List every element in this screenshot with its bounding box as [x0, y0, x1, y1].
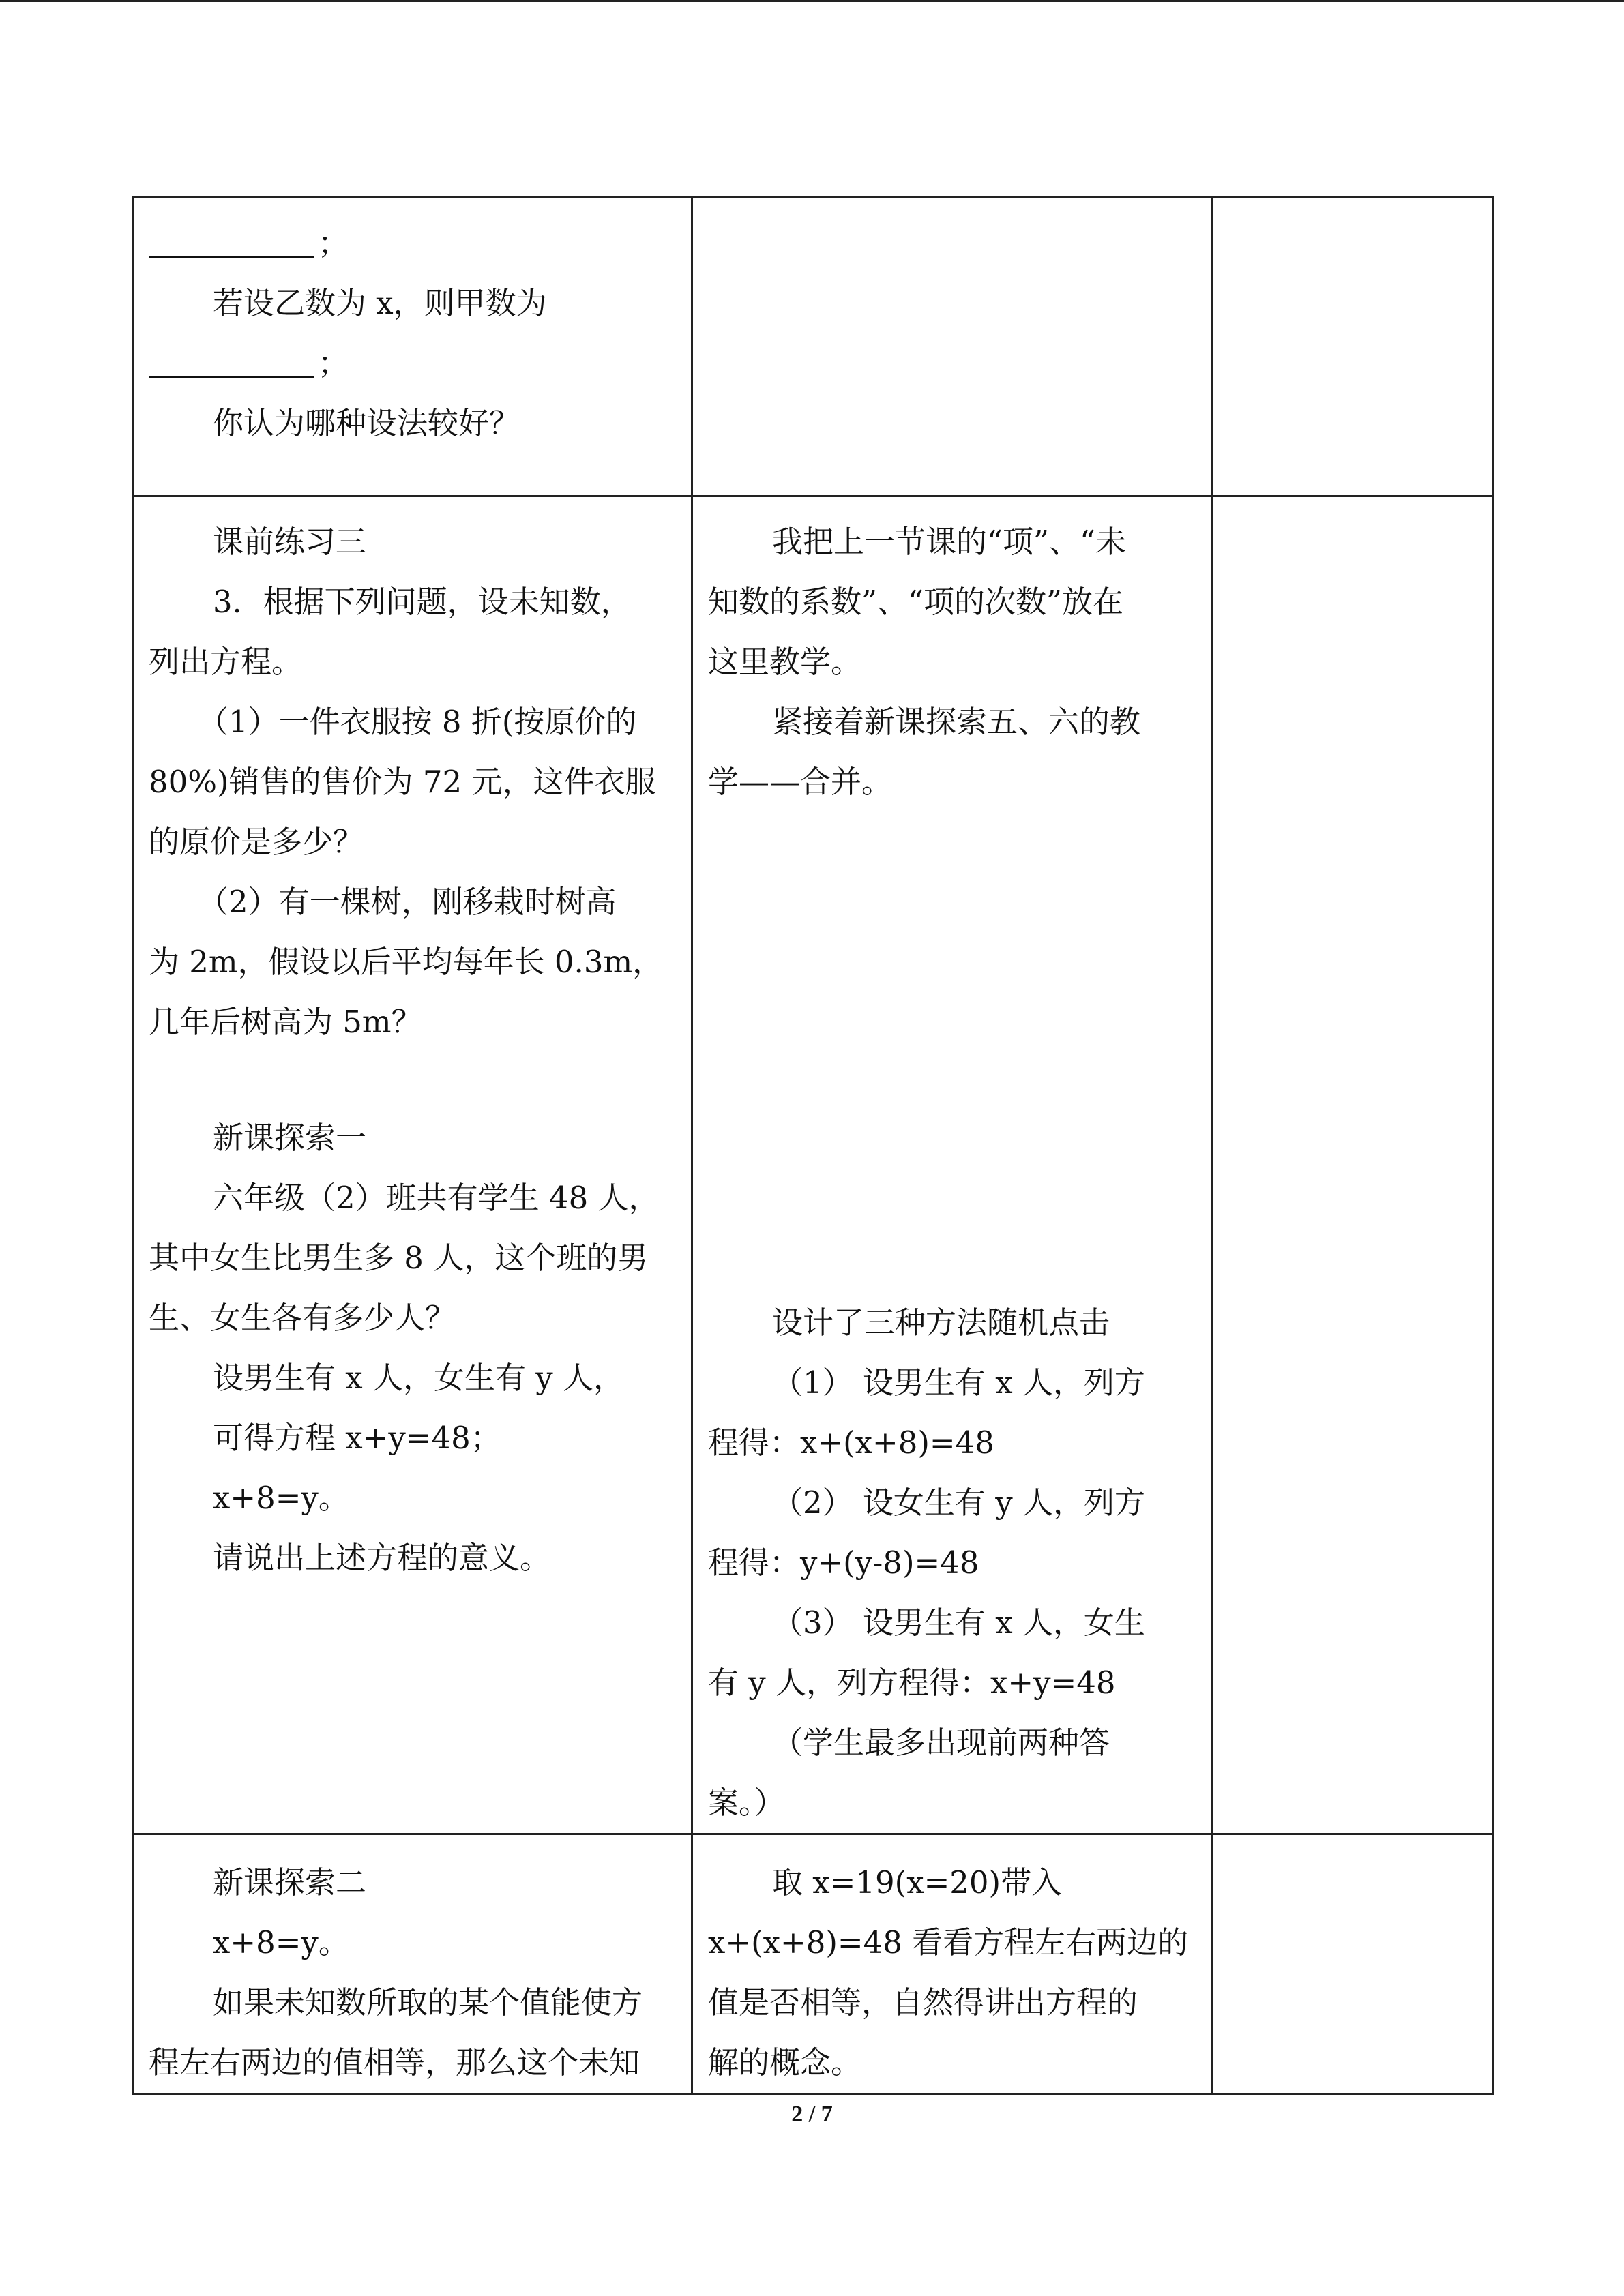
text-line: 知数的系数”、“项的次数”放在	[708, 584, 1124, 620]
table-row	[133, 198, 1494, 496]
spacer	[708, 812, 1193, 1293]
top-border-line	[0, 0, 1624, 2]
text-line: ；	[318, 225, 349, 261]
section-heading: 课前练习三	[213, 524, 367, 560]
text-line: 取 x=19(x=20)带入	[772, 1864, 1063, 1900]
text-line: 紧接着新课探索五、六的教	[772, 704, 1141, 740]
remarks-cell	[1212, 1834, 1494, 2094]
text-line: 列出方程。	[149, 644, 303, 680]
text-line: （2） 设女生有 y 人，列方	[772, 1485, 1145, 1521]
text-line: 有 y 人，列方程得：x+y=48	[708, 1665, 1116, 1701]
text-line: （2）有一棵树，刚移栽时树高	[198, 884, 617, 920]
text-line: 若设乙数为 x，则甲数为	[213, 285, 547, 321]
text-line: 如果未知数所取的某个值能使方	[213, 1984, 643, 2021]
equation-line: x+8=y。	[213, 1924, 349, 1960]
equation-line: 程得：x+(x+8)=48	[708, 1425, 994, 1461]
notes-cell	[692, 496, 1212, 1834]
table-row	[133, 496, 1494, 1834]
text-line: 80%)销售的售价为 72 元，这件衣服	[149, 764, 656, 800]
text-line: 设男生有 x 人，女生有 y 人，	[213, 1360, 625, 1396]
text-line: 为 2m，假设以后平均每年长 0.3m，	[149, 944, 664, 980]
text-line: （1） 设男生有 x 人，列方	[772, 1365, 1145, 1401]
lesson-plan-table	[132, 196, 1494, 2095]
equation-line: 可得方程 x+y=48；	[213, 1420, 501, 1456]
fill-blank	[149, 340, 314, 378]
section-heading: 新课探索一	[213, 1120, 367, 1156]
equation-line: x+8=y。	[213, 1480, 349, 1516]
text-line: 你认为哪种设法较好？	[213, 405, 520, 441]
text-line: （3） 设男生有 x 人，女生	[772, 1605, 1145, 1641]
text-line: 案。）	[708, 1785, 785, 1821]
page-number: 2 / 7	[791, 2102, 833, 2127]
equation-line: 程得：y+(y-8)=48	[708, 1545, 979, 1581]
text-line: 程左右两边的值相等，那么这个未知	[149, 2044, 640, 2081]
spacer	[149, 1052, 673, 1108]
text-line: 六年级（2）班共有学生 48 人，	[213, 1180, 660, 1216]
section-heading: 新课探索二	[213, 1864, 367, 1900]
text-line: 设计了三种方法随机点击	[772, 1304, 1110, 1341]
text-line: 请说出上述方程的意义。	[213, 1540, 551, 1576]
notes-cell	[692, 198, 1212, 496]
text-line: ；	[318, 345, 349, 381]
text-line: 生、女生各有多少人？	[149, 1300, 456, 1336]
text-line: （学生最多出现前两种答	[772, 1725, 1110, 1761]
text-line: 其中女生比男生多 8 人，这个班的男	[149, 1240, 649, 1276]
text-line: 这里教学。	[708, 644, 862, 680]
text-line: 学——合并。	[708, 764, 893, 800]
notes-cell	[692, 1834, 1212, 2094]
text-line: 值是否相等，自然得讲出方程的	[708, 1984, 1138, 2021]
text-line: 解的概念。	[708, 2044, 862, 2081]
text-line: 几年后树高为 5m？	[149, 1004, 422, 1040]
remarks-cell	[1212, 496, 1494, 1834]
text-line: 3．根据下列问题，设未知数，	[213, 584, 632, 620]
table-row	[133, 1834, 1494, 2094]
content-cell	[133, 198, 692, 496]
content-cell	[133, 1834, 692, 2094]
text-line: （1）一件衣服按 8 折(按原价的	[198, 704, 637, 740]
text-line: 的原价是多少？	[149, 824, 364, 860]
fill-blank	[149, 220, 314, 258]
text-line: x+(x+8)=48 看看方程左右两边的	[708, 1924, 1189, 1960]
text-line: 我把上一节课的“项”、“未	[772, 524, 1127, 560]
remarks-cell	[1212, 198, 1494, 496]
content-cell	[133, 496, 692, 1834]
